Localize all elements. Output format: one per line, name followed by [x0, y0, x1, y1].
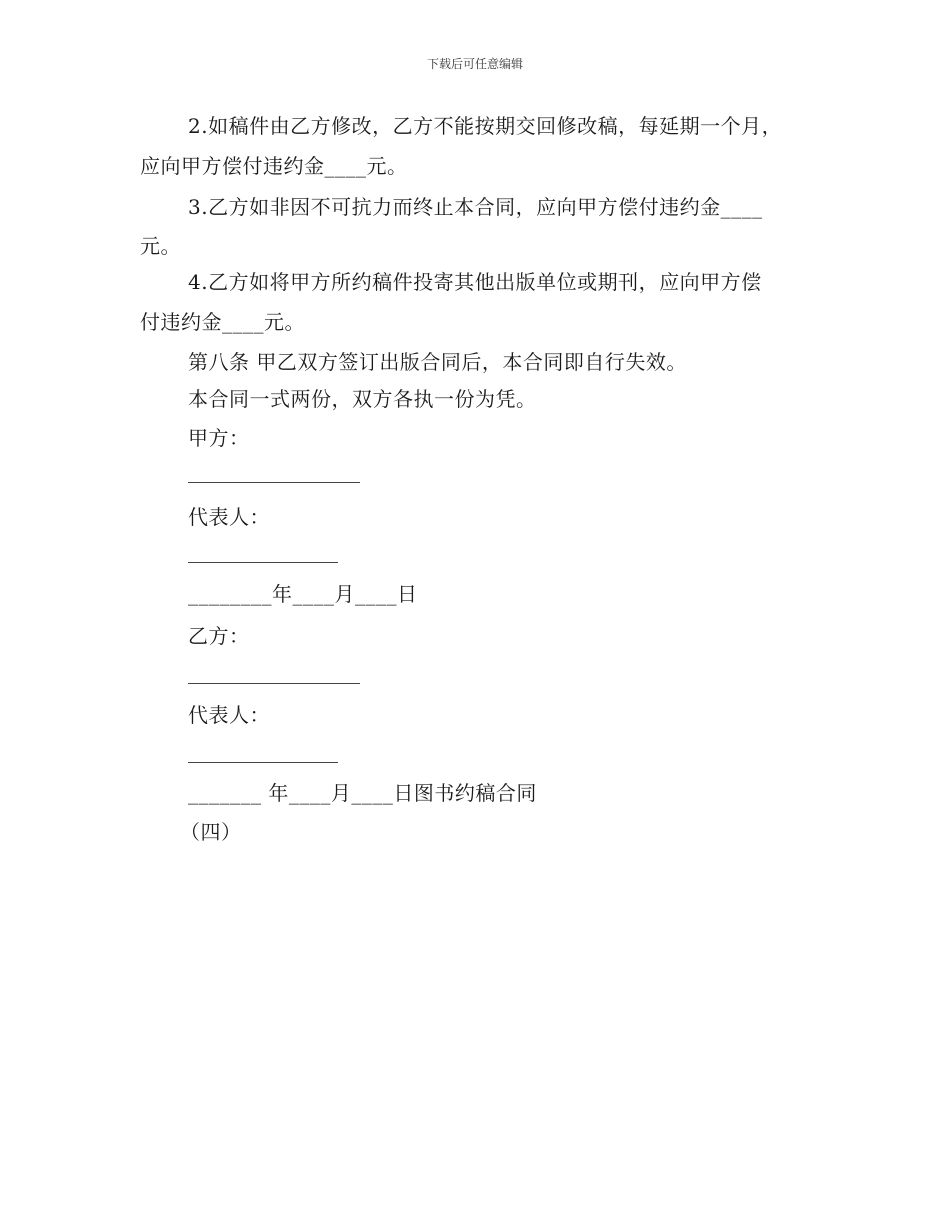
- section-four-heading: （四）: [180, 820, 242, 844]
- party-b-signature-line: [188, 683, 360, 684]
- clause-2-line-2: 应向甲方偿付违约金____元。: [140, 154, 408, 178]
- clause-2-line-1: 2.如稿件由乙方修改，乙方不能按期交回修改稿，每延期一个月，: [188, 114, 783, 138]
- rep-b-label: 代表人：: [188, 703, 270, 727]
- rep-a-label: 代表人：: [188, 505, 270, 529]
- clause-3-line-1: 3.乙方如非因不可抗力而终止本合同，应向甲方偿付违约金____: [188, 195, 763, 219]
- date-a: ________年____月____日: [188, 582, 418, 606]
- rep-a-signature-line: [188, 562, 338, 563]
- article-8: 第八条 甲乙双方签订出版合同后，本合同即自行失效。: [188, 350, 687, 374]
- clause-3-line-2: 元。: [140, 234, 181, 258]
- copies-statement: 本合同一式两份，双方各执一份为凭。: [188, 387, 537, 411]
- page-header: 下载后可任意编辑: [426, 57, 523, 71]
- party-b-label: 乙方：: [188, 624, 250, 648]
- party-a-signature-line: [188, 482, 360, 483]
- party-a-label: 甲方：: [188, 426, 250, 450]
- clause-4-line-2: 付违约金____元。: [140, 310, 305, 334]
- clause-4-line-1: 4.乙方如将甲方所约稿件投寄其他出版单位或期刊，应向甲方偿: [188, 270, 762, 294]
- date-b-with-title: _______ 年____月____日图书约稿合同: [188, 781, 537, 805]
- rep-b-signature-line: [188, 762, 338, 763]
